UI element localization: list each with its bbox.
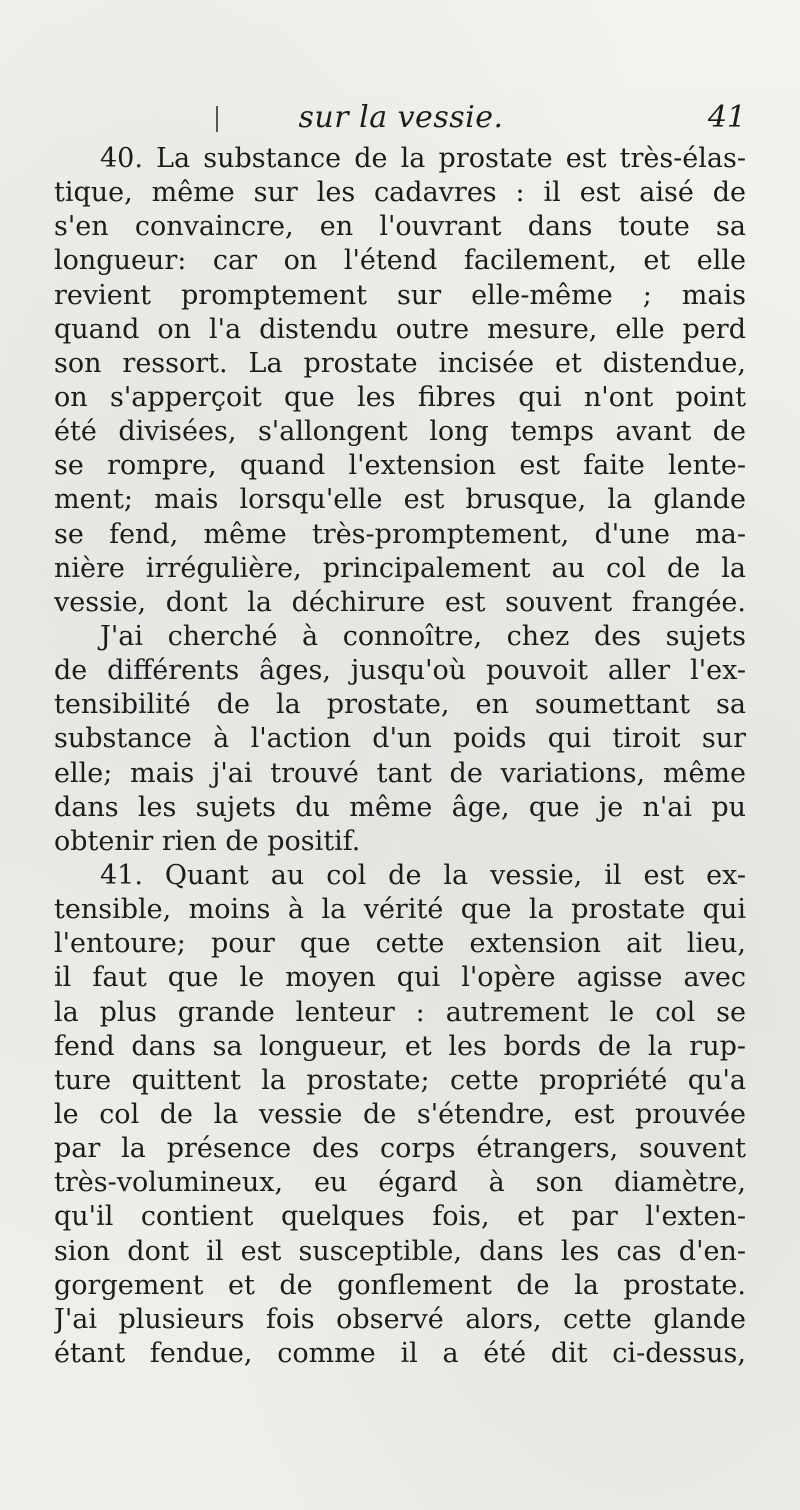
page-number: 41 [707, 100, 746, 135]
text-line: 40. La substance de la prostate est très-élas- [100, 143, 746, 174]
text-line: revient promptement sur elle-même ; mais [54, 279, 746, 311]
text-line: très-volumineux, eu égard à son diamètre, [54, 1167, 746, 1199]
page-bottom-margin [0, 1470, 800, 1510]
text-line: par la présence des corps étrangers, souvent [54, 1133, 746, 1165]
text-line: tensible, moins à la vérité que la prostate qui [54, 894, 746, 926]
text-line: son ressort. La prostate incisée et distendue, [54, 347, 746, 379]
text-line: nière irrégulière, principalement au col de la [54, 552, 746, 584]
text-line: elle; mais j'ai trouvé tant de variations, même [54, 757, 746, 789]
text-line: J'ai cherché à connoître, chez des sujets [100, 620, 746, 652]
text-line: s'en convaincre, en l'ouvrant dans toute sa [54, 211, 746, 243]
text-line: de différents âges, jusqu'où pouvoit aller l'ex- [54, 655, 746, 687]
running-title: sur la vessie. [298, 100, 504, 135]
text-line: vessie, dont la déchirure est souvent frangée. [54, 586, 746, 618]
page-body [54, 142, 746, 1371]
text-line: substance à l'action d'un poids qui tiroit sur [54, 723, 746, 755]
text-line: se fend, même très-promptement, d'une ma- [54, 518, 746, 550]
text-line: qu'il contient quelques fois, et par l'exten- [54, 1201, 746, 1233]
text-line: sion dont il est susceptible, dans les cas d'en- [54, 1235, 746, 1267]
text-line: 41. Quant au col de la vessie, il est ex- [100, 859, 746, 891]
text-line: longueur: car on l'étend facilement, et elle [54, 245, 746, 277]
text-line: étant fendue, comme il a été dit ci-dessus, [54, 1337, 746, 1369]
text-line: ture quittent la prostate; cette propriété qu'a [54, 1064, 746, 1096]
text-line: le col de la vessie de s'étendre, est prouvée [54, 1098, 746, 1130]
text-line: il faut que le moyen qui l'opère agisse avec [54, 962, 746, 994]
text-line: J'ai plusieurs fois observé alors, cette glande [54, 1303, 746, 1335]
text-line: dans les sujets du même âge, que je n'ai pu [54, 791, 746, 823]
text-line: se rompre, quand l'extension est faite lente- [54, 450, 746, 482]
text-line: la plus grande lenteur : autrement le col se [54, 996, 746, 1028]
text-line: tensibilité de la prostate, en soumettant sa [54, 689, 746, 721]
text-line: l'entoure; pour que cette extension ait lieu, [54, 928, 746, 960]
page-header [56, 100, 746, 140]
text-line: on s'apperçoit que les fibres qui n'ont point [54, 381, 746, 413]
text-line: gorgement et de gonflement de la prostate. [54, 1269, 746, 1301]
text-line: obtenir rien de positif. [54, 825, 361, 857]
text-line: ment; mais lorsqu'elle est brusque, la glande [54, 484, 746, 516]
text-line: fend dans sa longueur, et les bords de la rup- [54, 1030, 746, 1062]
text-line: été divisées, s'allongent long temps avant de [54, 416, 746, 448]
text-line: quand on l'a distendu outre mesure, elle perd [54, 313, 746, 345]
text-line: tique, même sur les cadavres : il est aisé de [54, 177, 746, 209]
